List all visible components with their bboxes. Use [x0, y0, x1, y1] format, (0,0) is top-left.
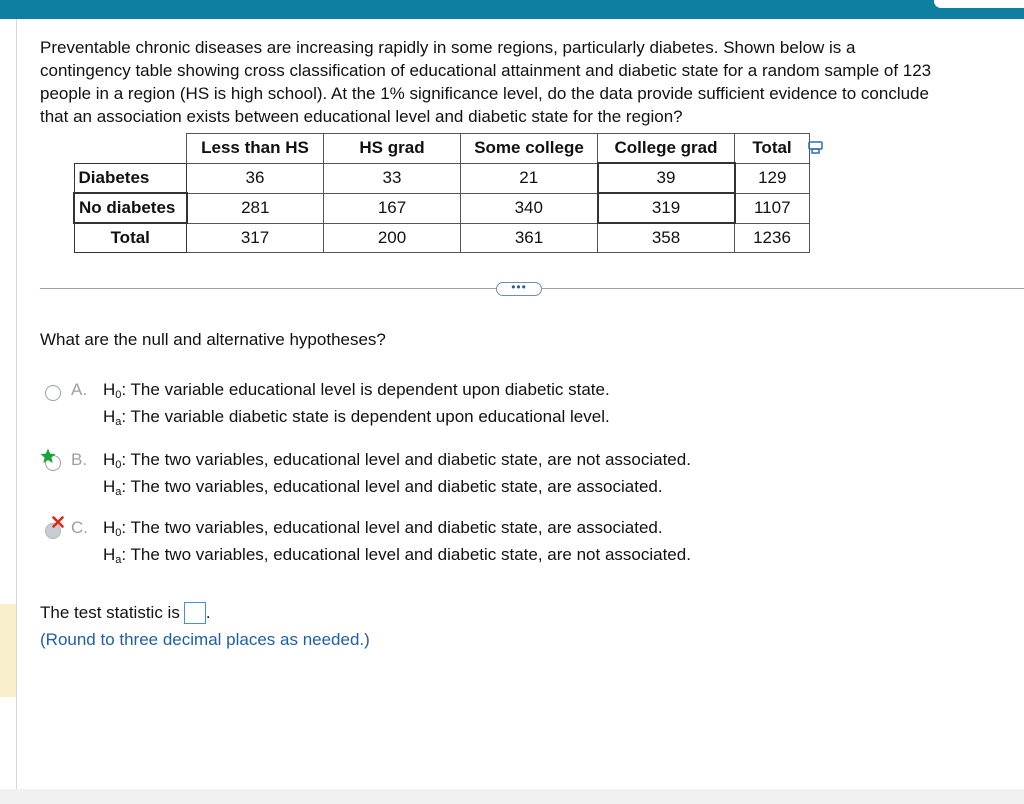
alternative-hypothesis: $H_a$: The variable diabetic state is dependent upon educational level. — [103, 407, 610, 428]
question-line: people in a region (HS is high school). At the 1% significance level, do the data provide sufficient evidence to conclude — [40, 84, 929, 103]
row-header: Diabetes — [74, 163, 187, 193]
row-header: No diabetes — [74, 193, 187, 223]
table-cell: 361 — [461, 223, 598, 253]
null-hypothesis: $H_0$: The two variables, educational level and diabetic state, are not associated. — [103, 450, 691, 471]
row-header: Total — [74, 223, 187, 253]
rounding-instruction: (Round to three decimal places as needed.) — [40, 630, 370, 649]
h0-subscript: 0 — [115, 459, 122, 471]
contingency-table — [73, 133, 810, 253]
option-letter: A. — [71, 380, 88, 399]
option-a[interactable] — [40, 380, 940, 430]
ha-text: The two variables, educational level and diabetic state, are associated. — [130, 477, 663, 496]
table-cell: 340 — [461, 193, 598, 223]
radio-button[interactable] — [42, 520, 60, 538]
table-cell: 39 — [598, 163, 735, 193]
table-cell: 36 — [187, 163, 324, 193]
h-symbol: H — [103, 380, 116, 399]
table-cell: 129 — [735, 163, 810, 193]
table-cell: 21 — [461, 163, 598, 193]
null-hypothesis: $H_0$: The variable educational level is dependent upon diabetic state. — [103, 380, 610, 401]
test-statistic-input[interactable] — [184, 602, 206, 624]
table-cell: 1107 — [735, 193, 810, 223]
column-header: Less than HS — [187, 134, 324, 164]
test-statistic-row — [40, 602, 211, 624]
h-symbol: H — [103, 450, 116, 469]
table-cell: 167 — [324, 193, 461, 223]
table-header-row — [74, 134, 810, 164]
more-button[interactable]: ••• — [496, 282, 542, 296]
table-cell: 33 — [324, 163, 461, 193]
h-symbol: H — [103, 407, 116, 426]
ha-text: The two variables, educational level and diabetic state, are not associated. — [130, 545, 691, 564]
table-cell: 1236 — [735, 223, 810, 253]
column-header: Some college — [461, 134, 598, 164]
table-row — [74, 223, 810, 253]
ha-subscript: a — [115, 554, 122, 566]
ha-subscript: a — [115, 486, 122, 498]
radio-button[interactable] — [42, 382, 60, 400]
table-row — [74, 163, 810, 193]
header-pill — [934, 0, 1024, 8]
test-statistic-label: The test statistic is — [40, 603, 180, 622]
question-line: Preventable chronic diseases are increasing rapidly in some regions, particularly diabetes. Shown below is a — [40, 38, 856, 57]
hypotheses-prompt: What are the null and alternative hypotheses? — [40, 330, 386, 349]
table-cell: 317 — [187, 223, 324, 253]
table-cell: 358 — [598, 223, 735, 253]
copy-table-icon[interactable] — [808, 140, 824, 156]
h0-subscript: 0 — [115, 389, 122, 401]
column-header: College grad — [598, 134, 735, 164]
h-symbol: H — [103, 518, 116, 537]
table-cell: 281 — [187, 193, 324, 223]
alternative-hypothesis: $H_a$: The two variables, educational level and diabetic state, are not associated. — [103, 545, 691, 566]
radio-circle-icon — [45, 385, 61, 401]
h0-text: The two variables, educational level and diabetic state, are associated. — [130, 518, 663, 537]
h-symbol: H — [103, 545, 116, 564]
bottom-strip — [0, 789, 1024, 804]
left-divider — [16, 19, 17, 789]
table-row — [74, 193, 810, 223]
question-line: that an association exists between educational level and diabetic state for the region? — [40, 107, 683, 126]
table-cell: 319 — [598, 193, 735, 223]
h0-text: The two variables, educational level and diabetic state, are not associated. — [130, 450, 691, 469]
h0-text: The variable educational level is dependent upon diabetic state. — [130, 380, 610, 399]
h0-subscript: 0 — [115, 527, 122, 539]
option-b[interactable] — [40, 450, 940, 500]
ha-text: The variable diabetic state is dependent upon educational level. — [130, 407, 610, 426]
test-statistic-suffix: . — [205, 603, 211, 622]
radio-button[interactable] — [42, 452, 60, 470]
option-c[interactable] — [40, 518, 940, 568]
left-accent-marker — [0, 604, 16, 697]
ha-subscript: a — [115, 416, 122, 428]
column-header: Total — [735, 134, 810, 164]
top-header-bar — [0, 0, 1024, 19]
option-letter: C. — [71, 518, 88, 537]
table-corner — [74, 134, 187, 164]
star-correct-icon — [40, 448, 56, 464]
null-hypothesis: $H_0$: The two variables, educational level and diabetic state, are associated. — [103, 518, 663, 539]
x-incorrect-icon — [52, 516, 64, 528]
table-cell: 200 — [324, 223, 461, 253]
alternative-hypothesis: $H_a$: The two variables, educational level and diabetic state, are associated. — [103, 477, 663, 498]
h-symbol: H — [103, 477, 116, 496]
option-letter: B. — [71, 450, 88, 469]
question-text — [40, 36, 1024, 128]
question-line: contingency table showing cross classification of educational attainment and diabetic state for a random sample of 123 — [40, 61, 932, 80]
column-header: HS grad — [324, 134, 461, 164]
